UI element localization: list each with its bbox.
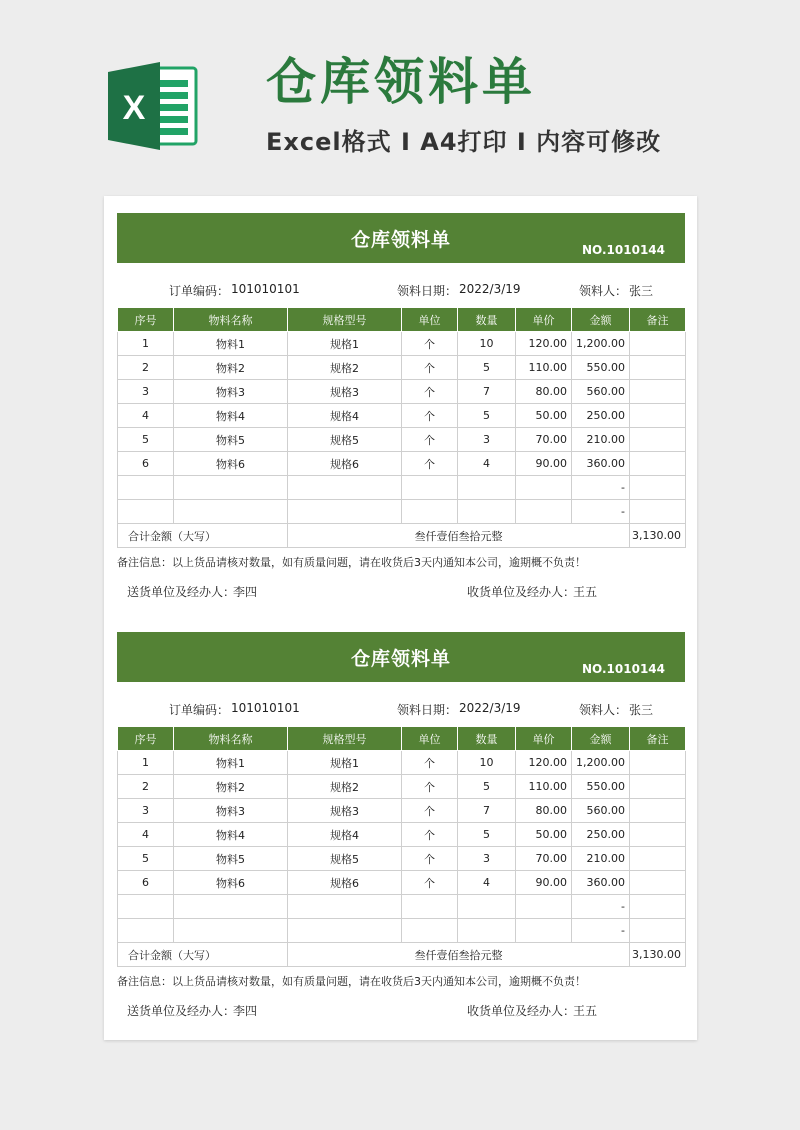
table-cell: 4 [118, 404, 174, 428]
table-cell [402, 500, 458, 524]
table-cell: 250.00 [572, 823, 630, 847]
table-cell: 4 [458, 871, 516, 895]
table-cell [630, 799, 686, 823]
order-code-value: 101010101 [231, 282, 300, 296]
table-cell [630, 895, 686, 919]
receiver-person-label: 领料人： [579, 703, 628, 717]
form-banner [117, 213, 685, 263]
table-cell [458, 500, 516, 524]
table-row [118, 332, 686, 356]
form-number: NO.1010144 [582, 243, 665, 257]
signature-row [117, 574, 685, 604]
table-row [118, 775, 686, 799]
signature-row [117, 993, 685, 1023]
table-cell: 3 [118, 380, 174, 404]
total-label: 合计金额（大写） [118, 943, 288, 967]
table-cell [630, 332, 686, 356]
column-header: 单位 [402, 308, 458, 332]
table-cell: 物料6 [174, 452, 288, 476]
table-cell [174, 919, 288, 943]
table-row [118, 751, 686, 775]
table-cell [630, 452, 686, 476]
table-cell [630, 428, 686, 452]
note-text: 备注信息：以上货品请核对数量，如有质量问题，请在收货后3天内通知本公司，逾期概不负责！ [117, 975, 586, 988]
table-cell: 360.00 [572, 452, 630, 476]
order-code-label: 订单编码： [169, 703, 230, 717]
table-cell: 80.00 [516, 380, 572, 404]
sender-label: 送货单位及经办人： [127, 585, 236, 599]
logo-letter: X [122, 89, 146, 127]
column-header: 序号 [118, 308, 174, 332]
receiver-person-value: 张三 [629, 284, 654, 298]
form-note [117, 967, 685, 993]
table-cell: 个 [402, 751, 458, 775]
table-cell: - [572, 476, 630, 500]
table-cell [630, 847, 686, 871]
table-cell: 物料1 [174, 751, 288, 775]
table-cell: 物料5 [174, 428, 288, 452]
table-cell: 物料6 [174, 871, 288, 895]
table-header-row [118, 308, 686, 332]
issue-date-value: 2022/3/19 [459, 701, 521, 715]
table-cell: 4 [458, 452, 516, 476]
issue-date-label: 领料日期： [397, 284, 458, 298]
table-cell: 7 [458, 799, 516, 823]
table-cell: 120.00 [516, 332, 572, 356]
table-row [118, 404, 686, 428]
table-cell [458, 895, 516, 919]
table-cell: 物料1 [174, 332, 288, 356]
table-cell: 物料4 [174, 823, 288, 847]
table-cell: 规格1 [288, 332, 402, 356]
issue-date-label: 领料日期： [397, 703, 458, 717]
sender-value: 李四 [233, 1004, 258, 1018]
table-cell: 6 [118, 871, 174, 895]
form-title: 仓库领料单 [350, 229, 451, 251]
table-cell: 规格3 [288, 380, 402, 404]
page-subtitle: Excel格式 Ⅰ A4打印 Ⅰ 内容可修改 [266, 128, 662, 156]
table-cell: 250.00 [572, 404, 630, 428]
form-info-row [117, 682, 685, 726]
form-info-row [117, 263, 685, 307]
table-cell: 个 [402, 871, 458, 895]
table-cell [516, 895, 572, 919]
table-cell: 5 [458, 356, 516, 380]
table-cell: 110.00 [516, 356, 572, 380]
table-cell [630, 751, 686, 775]
table-cell: 70.00 [516, 428, 572, 452]
table-cell: 5 [458, 823, 516, 847]
table-cell: 120.00 [516, 751, 572, 775]
table-cell: 物料5 [174, 847, 288, 871]
consignee-value: 王五 [573, 585, 598, 599]
table-cell: 个 [402, 356, 458, 380]
table-cell [630, 919, 686, 943]
table-cell: 1 [118, 751, 174, 775]
table-cell: 规格2 [288, 775, 402, 799]
table-cell: 3 [458, 428, 516, 452]
table-cell: 个 [402, 823, 458, 847]
consignee-label: 收货单位及经办人： [467, 1004, 576, 1018]
table-cell: 1,200.00 [572, 332, 630, 356]
table-cell: 550.00 [572, 775, 630, 799]
table-cell [458, 476, 516, 500]
table-cell: 1,200.00 [572, 751, 630, 775]
total-row [118, 943, 686, 967]
table-row [118, 476, 686, 500]
table-cell [118, 476, 174, 500]
table-cell [630, 775, 686, 799]
table-cell [630, 380, 686, 404]
table-cell: 个 [402, 380, 458, 404]
table-row [118, 919, 686, 943]
table-cell [174, 476, 288, 500]
table-row [118, 380, 686, 404]
table-cell: 360.00 [572, 871, 630, 895]
table-cell: 物料2 [174, 356, 288, 380]
total-words: 叁仟壹佰叁拾元整 [288, 524, 630, 548]
table-cell: 70.00 [516, 847, 572, 871]
consignee-value: 王五 [573, 1004, 598, 1018]
form-title: 仓库领料单 [350, 648, 451, 670]
table-cell [402, 895, 458, 919]
column-header: 序号 [118, 727, 174, 751]
table-cell [288, 919, 402, 943]
table-cell [458, 919, 516, 943]
table-cell [402, 476, 458, 500]
sender-label: 送货单位及经办人： [127, 1004, 236, 1018]
table-cell [630, 823, 686, 847]
order-code-label: 订单编码： [169, 284, 230, 298]
table-cell [288, 500, 402, 524]
table-cell [630, 356, 686, 380]
table-cell [118, 895, 174, 919]
table-row [118, 428, 686, 452]
form-number: NO.1010144 [582, 662, 665, 676]
table-cell: 个 [402, 847, 458, 871]
column-header: 备注 [630, 308, 686, 332]
items-table [117, 307, 686, 548]
table-cell: 110.00 [516, 775, 572, 799]
table-cell: 5 [458, 404, 516, 428]
requisition-form [117, 632, 685, 1023]
table-cell [118, 919, 174, 943]
column-header: 物料名称 [174, 308, 288, 332]
column-header: 规格型号 [288, 727, 402, 751]
document-page [104, 196, 697, 1040]
table-cell [516, 476, 572, 500]
table-cell [118, 500, 174, 524]
table-header-row [118, 727, 686, 751]
table-cell: 10 [458, 332, 516, 356]
table-cell: 物料3 [174, 380, 288, 404]
table-cell: - [572, 919, 630, 943]
column-header: 单价 [516, 308, 572, 332]
column-header: 物料名称 [174, 727, 288, 751]
table-cell: - [572, 895, 630, 919]
table-cell: 90.00 [516, 871, 572, 895]
table-cell [402, 919, 458, 943]
table-cell: 210.00 [572, 847, 630, 871]
column-header: 数量 [458, 727, 516, 751]
column-header: 单位 [402, 727, 458, 751]
table-row [118, 871, 686, 895]
requisition-form [117, 213, 685, 604]
column-header: 金额 [572, 727, 630, 751]
table-cell: 规格6 [288, 871, 402, 895]
table-cell: 5 [118, 847, 174, 871]
sender-value: 李四 [233, 585, 258, 599]
items-table [117, 726, 686, 967]
table-cell [174, 895, 288, 919]
form-banner [117, 632, 685, 682]
table-cell [516, 500, 572, 524]
table-cell: 个 [402, 428, 458, 452]
column-header: 数量 [458, 308, 516, 332]
table-row [118, 500, 686, 524]
column-header: 单价 [516, 727, 572, 751]
table-cell: 90.00 [516, 452, 572, 476]
table-cell: 560.00 [572, 380, 630, 404]
total-value: 3,130.00 [630, 524, 686, 548]
table-row [118, 356, 686, 380]
table-cell: 个 [402, 404, 458, 428]
table-row [118, 823, 686, 847]
table-cell: 1 [118, 332, 174, 356]
table-cell: 6 [118, 452, 174, 476]
table-cell [174, 500, 288, 524]
table-row [118, 799, 686, 823]
table-cell: 个 [402, 775, 458, 799]
table-cell: - [572, 500, 630, 524]
table-cell: 5 [118, 428, 174, 452]
table-cell: 210.00 [572, 428, 630, 452]
form-note [117, 548, 685, 574]
table-cell [630, 476, 686, 500]
receiver-person-label: 领料人： [579, 284, 628, 298]
table-row [118, 452, 686, 476]
table-cell: 个 [402, 332, 458, 356]
table-cell [516, 919, 572, 943]
table-cell: 规格5 [288, 428, 402, 452]
column-header: 金额 [572, 308, 630, 332]
table-cell: 7 [458, 380, 516, 404]
table-cell: 规格2 [288, 356, 402, 380]
table-cell [288, 895, 402, 919]
table-cell: 3 [458, 847, 516, 871]
total-row [118, 524, 686, 548]
table-cell [630, 404, 686, 428]
total-value: 3,130.00 [630, 943, 686, 967]
total-label: 合计金额（大写） [118, 524, 288, 548]
total-words: 叁仟壹佰叁拾元整 [288, 943, 630, 967]
table-cell [630, 871, 686, 895]
table-cell: 规格6 [288, 452, 402, 476]
table-cell: 规格4 [288, 404, 402, 428]
page-title: 仓库领料单 [266, 53, 536, 111]
table-row [118, 847, 686, 871]
consignee-label: 收货单位及经办人： [467, 585, 576, 599]
table-cell: 规格4 [288, 823, 402, 847]
table-cell: 560.00 [572, 799, 630, 823]
table-cell: 物料3 [174, 799, 288, 823]
table-cell: 550.00 [572, 356, 630, 380]
table-cell: 规格3 [288, 799, 402, 823]
table-cell: 4 [118, 823, 174, 847]
table-cell: 2 [118, 775, 174, 799]
table-cell: 3 [118, 799, 174, 823]
table-cell [630, 500, 686, 524]
table-cell: 个 [402, 799, 458, 823]
excel-logo-icon [104, 58, 200, 154]
receiver-person-value: 张三 [629, 703, 654, 717]
table-cell: 规格1 [288, 751, 402, 775]
issue-date-value: 2022/3/19 [459, 282, 521, 296]
table-cell: 5 [458, 775, 516, 799]
table-row [118, 895, 686, 919]
table-cell: 规格5 [288, 847, 402, 871]
table-cell: 50.00 [516, 823, 572, 847]
column-header: 备注 [630, 727, 686, 751]
note-text: 备注信息：以上货品请核对数量，如有质量问题，请在收货后3天内通知本公司，逾期概不负责！ [117, 556, 586, 569]
table-cell: 80.00 [516, 799, 572, 823]
table-cell: 10 [458, 751, 516, 775]
table-cell [288, 476, 402, 500]
column-header: 规格型号 [288, 308, 402, 332]
table-cell: 2 [118, 356, 174, 380]
table-cell: 50.00 [516, 404, 572, 428]
table-cell: 个 [402, 452, 458, 476]
table-cell: 物料2 [174, 775, 288, 799]
order-code-value: 101010101 [231, 701, 300, 715]
table-cell: 物料4 [174, 404, 288, 428]
